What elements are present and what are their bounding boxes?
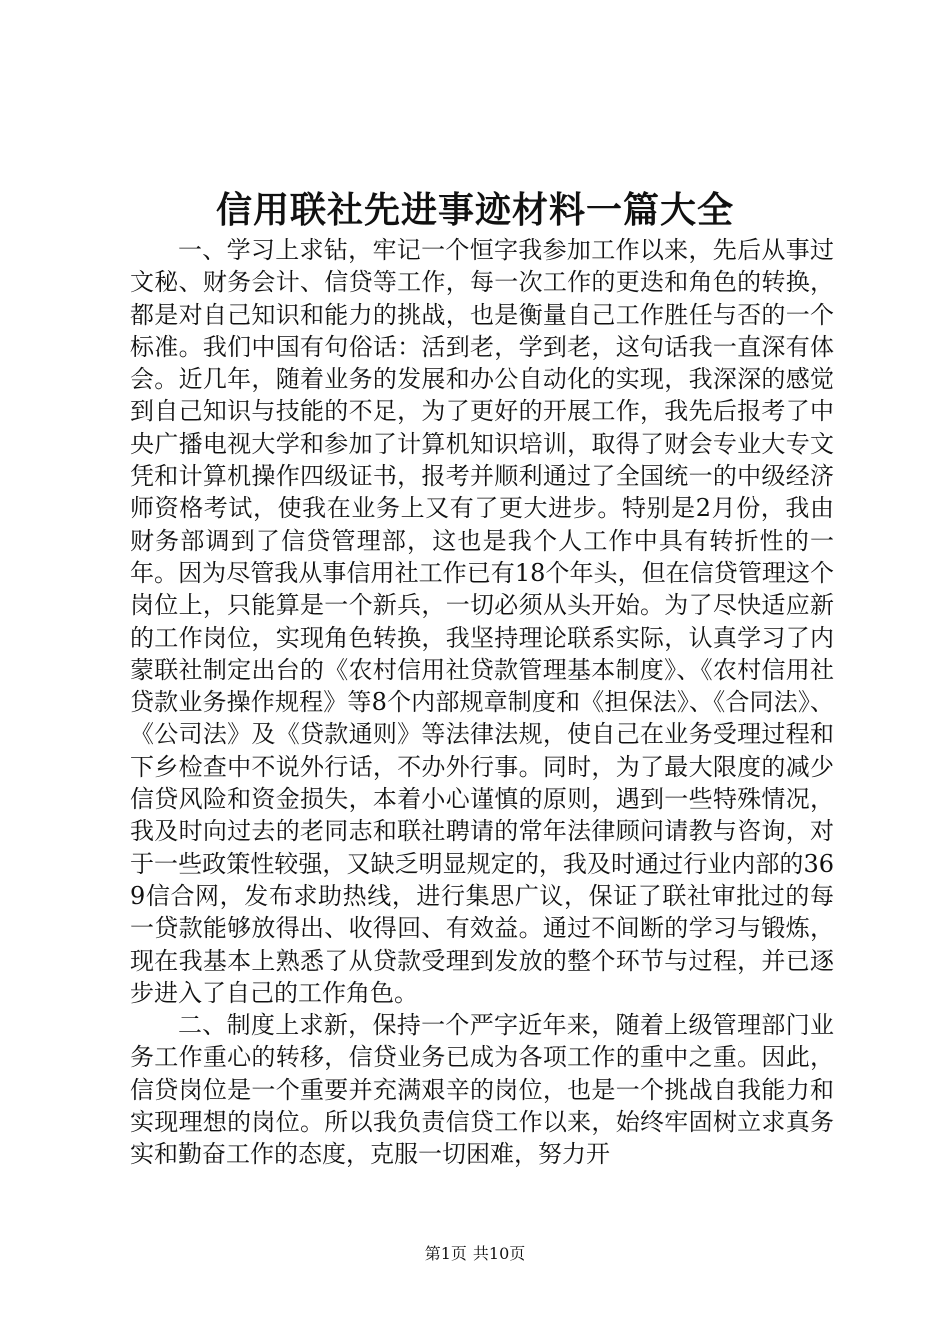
page-footer [0, 1244, 950, 1264]
page-number: 第1页 [424, 1244, 467, 1263]
document-title: 信用联社先进事迹材料一篇大全 [215, 189, 734, 231]
document-body [130, 234, 834, 1171]
paragraph-1: 一、学习上求钻，牢记一个恒字我参加工作以来，先后从事过文秘、财务会计、信贷等工作，每一次工作的更迭和角色的转换，都是对自己知识和能力的挑战，也是衡量自己工作胜任与否的一个标准。我们中国有句俗话：活到老，学到老，这句话我一直深有体会。近几年，随着业务的发展和办公自动化的实现，我深深的感觉到自己知识与技能的不足，为了更好的开展工作，我先后报考了中央广播电视大学和参加了计算机知识培训，取得了财会专业大专文凭和计算机操作四级证书，报考并顺利通过了全国统一的中级经济师资格考试，使我在业务上又有了更大进步。特别是2月份，我由财务部调到了信贷管理部，这也是我个人工作中具有转折性的一年。因为尽管我从事信用社工作已有18个年头，但在信贷管理这个岗位上，只能算是一个新兵，一切必须从头开始。为了尽快适应新的工作岗位，实现角色转换，我坚持理论联系实际，认真学习了内蒙联社制定出台的《农村信用社贷款管理基本制度》、《农村信用社贷款业务操作规程》等8个内部规章制度和《担保法》、《合同法》、《公司法》及《贷款通则》等法律法规，使自己在业务受理过程和下乡检查中不说外行话，不办外行事。同时，为了最大限度的减少信贷风险和资金损失，本着小心谨慎的原则，遇到一些特殊情况，我及时向过去的老同志和联社聘请的常年法律顾问请教与咨询，对于一些政策性较强，又缺乏明显规定的，我及时通过行业内部的369信合网，发布求助热线，进行集思广议，保证了联社审批过的每一贷款能够放得出、收得回、有效益。通过不间断的学习与锻炼，现在我基本上熟悉了从贷款受理到发放的整个环节与过程，并已逐步进入了自己的工作角色。 [130, 236, 834, 1007]
page-total: 共10页 [472, 1244, 526, 1263]
paragraph-2: 二、制度上求新，保持一个严字近年来，随着上级管理部门业务工作重心的转移，信贷业务已成为各项工作的重中之重。因此，信贷岗位是一个重要并充满艰辛的岗位，也是一个挑战自我能力和实现理想的岗位。所以我负责信贷工作以来，始终牢固树立求真务实和勤奋工作的态度，克服一切困难，努力开 [130, 1011, 834, 1169]
